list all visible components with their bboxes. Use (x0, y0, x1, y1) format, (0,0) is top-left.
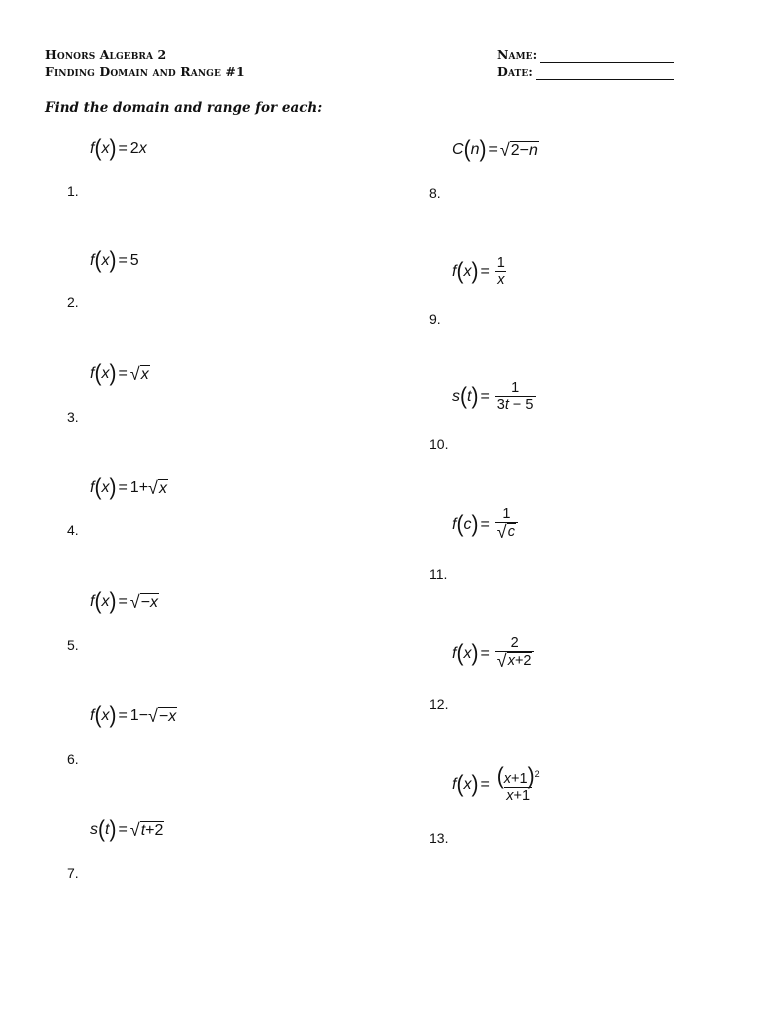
equation-10: s ( t ) = $\frac{1}{3t - 5}$ (452, 380, 534, 413)
problem-number-1: 1. (67, 183, 79, 199)
equation-1: f ( x ) = 2 x (90, 135, 147, 162)
equation-11: f ( c ) = 1 √ c (452, 506, 518, 543)
equation-7: s ( t ) = √ t+2 (90, 816, 164, 843)
equation-12: f ( x ) = 2 √ x+2 (452, 635, 534, 672)
equation-5: f ( x ) = √ −x (90, 588, 159, 615)
equation-6: f ( x ) = 1− √ −x (90, 702, 177, 729)
problem-number-6: 6. (67, 751, 79, 767)
problem-number-7: 7. (67, 865, 79, 881)
problem-number-4: 4. (67, 522, 79, 538)
name-label: Name: (497, 47, 538, 62)
date-blank (536, 67, 674, 80)
instructions: Find the domain and range for each: (45, 100, 323, 116)
student-info (497, 46, 674, 80)
equation-4: f ( x ) = 1+ √ x (90, 474, 167, 501)
equation-13: f ( x ) = $\frac{(x+1)^2}{x+1}$ (452, 763, 540, 804)
worksheet-header (45, 46, 245, 80)
problem-number-13: 13. (429, 830, 449, 846)
problem-number-9: 9. (429, 311, 441, 327)
problem-number-10: 10. (429, 436, 449, 452)
equation-3: f ( x ) = √ x (90, 360, 149, 387)
equation-9: f ( x ) = $\frac{1}{x}$ (452, 255, 505, 288)
problem-number-5: 5. (67, 637, 79, 653)
course-title: Honors Algebra 2 (45, 47, 167, 62)
date-label: Date: (497, 64, 534, 79)
name-blank (540, 50, 674, 63)
problem-number-8: 8. (429, 185, 441, 201)
problem-number-11: 11. (429, 566, 448, 582)
equation-2: f ( x ) = 5 (90, 247, 139, 274)
equation-8: C ( n ) = √ 2−n (452, 136, 538, 163)
problem-number-2: 2. (67, 294, 79, 310)
problem-number-12: 12. (429, 696, 449, 712)
problem-number-3: 3. (67, 409, 79, 425)
worksheet-title: Finding Domain and Range #1 (45, 64, 245, 79)
